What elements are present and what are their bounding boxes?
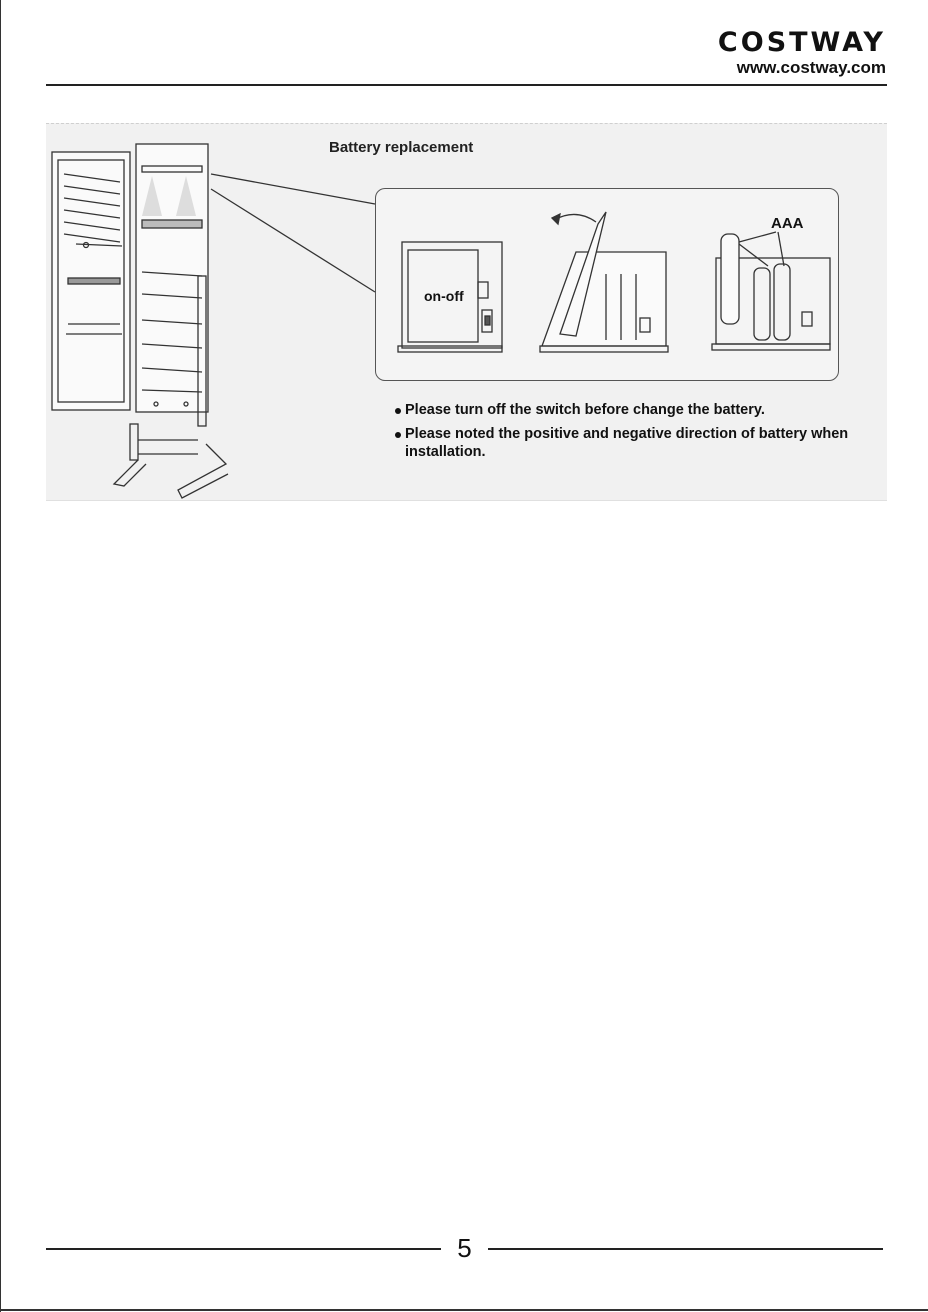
- page-frame-left: [0, 0, 1, 1312]
- notes-list: [395, 401, 865, 467]
- page-number: 5: [457, 1233, 472, 1263]
- battery-box-with-aaa: [712, 232, 830, 350]
- battery-type-label: AAA: [771, 215, 804, 232]
- cabinet-body: [136, 144, 208, 412]
- aaa-arrow-2: [778, 232, 784, 266]
- bullet-icon: [395, 408, 401, 414]
- note-text: Please turn off the switch before change the battery.: [405, 402, 765, 418]
- cabinet-door: [52, 152, 130, 410]
- note-item: [395, 401, 865, 419]
- callout-line-bottom: [211, 189, 375, 292]
- battery-box-opening: [540, 212, 668, 352]
- brand-website: www.costway.com: [736, 58, 886, 77]
- header-divider: [46, 84, 887, 86]
- footer-divider-right: [488, 1248, 883, 1250]
- aaa-arrow-1: [739, 244, 768, 266]
- section-title: Battery replacement: [329, 139, 474, 156]
- note-text: Please noted the positive and negative direction of battery when installation.: [405, 426, 849, 460]
- note-item: [395, 425, 865, 461]
- battery-replacement-panel: [46, 123, 887, 501]
- brand-block: [718, 28, 886, 78]
- callout-line-top: [211, 174, 375, 204]
- page-frame-bottom: [0, 1309, 928, 1311]
- footer-divider-left: [46, 1248, 441, 1250]
- bullet-icon: [395, 432, 401, 438]
- brand-logo: COSTWAY: [717, 27, 886, 58]
- switch-label: on-off: [424, 288, 464, 304]
